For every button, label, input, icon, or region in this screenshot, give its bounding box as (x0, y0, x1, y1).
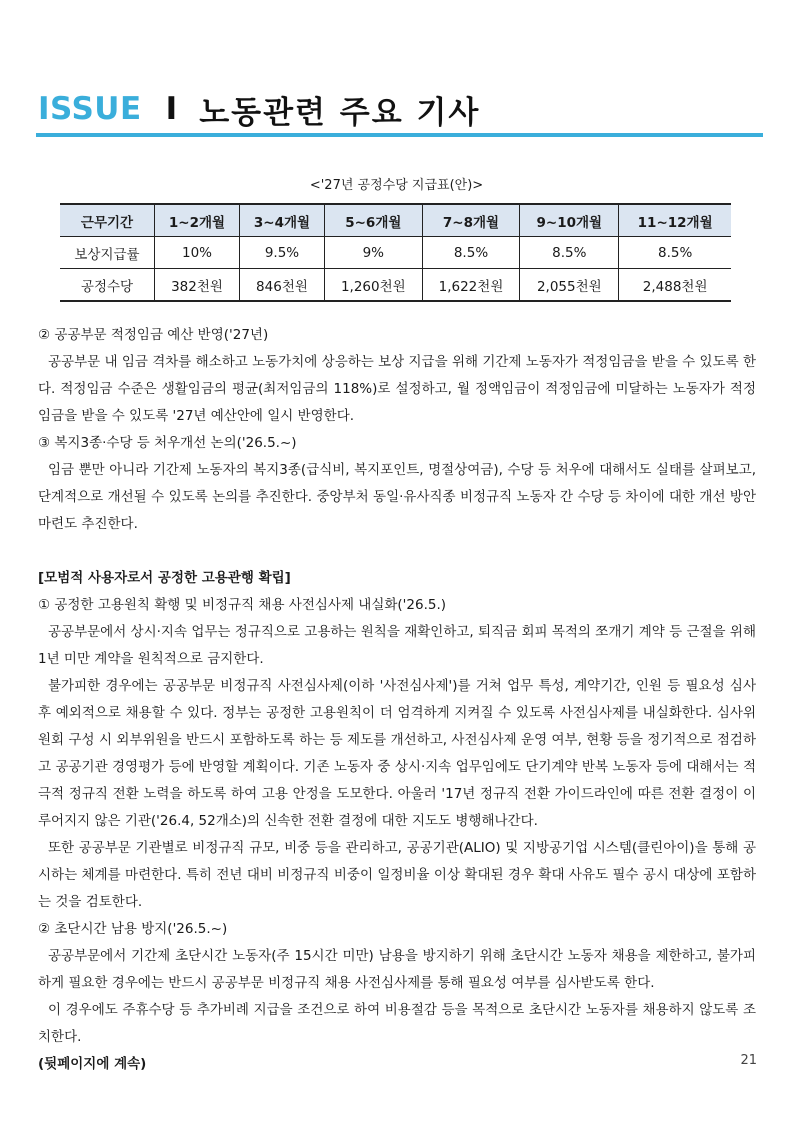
table-cell: 8.5% (520, 237, 619, 269)
table-header-cell: 5~6개월 (324, 204, 422, 237)
paragraph: 불가피한 경우에는 공공부문 비정규직 사전심사제(이하 '사전심사제')를 거쳐 업무 특성, 계약기간, 인원 등 필요성 심사 후 예외적으로 채용할 수 있다. 정부는 공정한 고용원칙이 더 엄격하게 지켜질 수 있도록 사전심사제를 내실화한다. 심사위원회 구성 시 외부위원을 반드시 포함하도록 하는 등 제도를 개선하고, 사전심사제 운영 여부, 현황 등을 정기적으로 점검하고 공공기관 경영평가 등에 반영할 계획이다. 기존 노동자 중 상시·지속 업무임에도 단기계약 반복 노동자 등에 대해서는 적극적 정규직 전환 노력을 하도록 하여 고용 안정을 도모한다. 아울러 '17년 정규직 전환 가이드라인에 따른 전환 결정이 이루어지지 않은 기관('26.4, 52개소)의 신속한 전환 결정에 대한 지도도 병행해나간다. (38, 678, 756, 829)
header-rule (36, 133, 763, 137)
table-row (60, 237, 731, 269)
section-title: [모범적 사용자로서 공정한 고용관행 확립] (38, 570, 291, 586)
table-header-cell: 3~4개월 (239, 204, 324, 237)
table-cell: 8.5% (422, 237, 520, 269)
page-header (38, 84, 480, 134)
paragraph: 또한 공공부문 기관별로 비정규직 규모, 비중 등을 관리하고, 공공기관(ALIO) 및 지방공기업 시스템(클린아이)을 통해 공시하는 체계를 마련한다. 특히 전년 대비 비정규직 비중이 일정비율 이상 확대된 경우 확대 사유도 필수 공시 대상에 포함하는 것을 검토한다. (38, 840, 756, 910)
header-separator: I (165, 91, 178, 127)
page-number: 21 (740, 1053, 757, 1068)
paragraph: 공공부문에서 기간제 초단시간 노동자(주 15시간 미만) 남용을 방지하기 위해 초단시간 노동자 채용을 제한하고, 불가피하게 필요한 경우에는 반드시 공공부문 비정규직 채용 사전심사제를 통해 필요성 여부를 심사받도록 한다. (38, 948, 756, 991)
issue-label: ISSUE (38, 91, 142, 127)
table-header-cell: 9~10개월 (520, 204, 619, 237)
paragraph: 공공부문 내 임금 격차를 해소하고 노동가치에 상응하는 보상 지급을 위해 기간제 노동자가 적정임금을 받을 수 있도록 한다. 적정임금 수준은 생활임금의 평균(최저임금의 118%)로 설정하고, 월 정액임금이 적정임금에 미달하는 노동자가 적정임금을 받을 수 있도록 '27년 예산안에 일시 반영한다. (38, 354, 756, 424)
table-cell: 2,488천원 (619, 269, 731, 302)
table-cell: 9% (324, 237, 422, 269)
allowance-table (60, 203, 731, 302)
continued-note: (뒷페이지에 계속) (38, 1056, 147, 1072)
table-header-cell: 근무기간 (60, 204, 155, 237)
table-header-row (60, 204, 731, 237)
table-cell: 9.5% (239, 237, 324, 269)
table-cell: 2,055천원 (520, 269, 619, 302)
section-heading: ③ 복지3종·수당 등 처우개선 논의('26.5.~) (38, 435, 297, 451)
table-cell: 1,260천원 (324, 269, 422, 302)
table-cell: 공정수당 (60, 269, 155, 302)
table-header-cell: 7~8개월 (422, 204, 520, 237)
table-cell: 846천원 (239, 269, 324, 302)
table-cell: 8.5% (619, 237, 731, 269)
paragraph-gap (38, 538, 756, 565)
table-header-cell: 11~12개월 (619, 204, 731, 237)
table-cell: 보상지급률 (60, 237, 155, 269)
table-cell: 382천원 (155, 269, 240, 302)
section-heading: ② 초단시간 남용 방지('26.5.~) (38, 921, 228, 937)
paragraph: 임금 뿐만 아니라 기간제 노동자의 복지3종(급식비, 복지포인트, 명절상여금), 수당 등 처우에 대해서도 실태를 살펴보고, 단계적으로 개선될 수 있도록 논의를 추진한다. 중앙부처 동일·유사직종 비정규직 노동자 간 수당 등 차이에 대한 개선 방안 마련도 추진한다. (38, 462, 756, 532)
table-cell: 1,622천원 (422, 269, 520, 302)
section-heading: ① 공정한 고용원칙 확행 및 비정규직 채용 사전심사제 내실화('26.5.) (38, 597, 447, 613)
table-cell: 10% (155, 237, 240, 269)
page-title: 노동관련 주요 기사 (199, 94, 481, 131)
table-caption: <'27년 공정수당 지급표(안)> (309, 178, 484, 193)
section-heading: ② 공공부문 적정임금 예산 반영('27년) (38, 327, 269, 343)
article-body (38, 322, 756, 1078)
paragraph: 이 경우에도 주휴수당 등 추가비례 지급을 조건으로 하여 비용절감 등을 목적으로 초단시간 노동자를 채용하지 않도록 조치한다. (38, 1002, 756, 1045)
paragraph: 공공부문에서 상시·지속 업무는 정규직으로 고용하는 원칙을 재확인하고, 퇴직금 회피 목적의 쪼개기 계약 등 근절을 위해 1년 미만 계약을 원칙적으로 금지한다. (38, 624, 756, 667)
table-row (60, 269, 731, 302)
table-header-cell: 1~2개월 (155, 204, 240, 237)
